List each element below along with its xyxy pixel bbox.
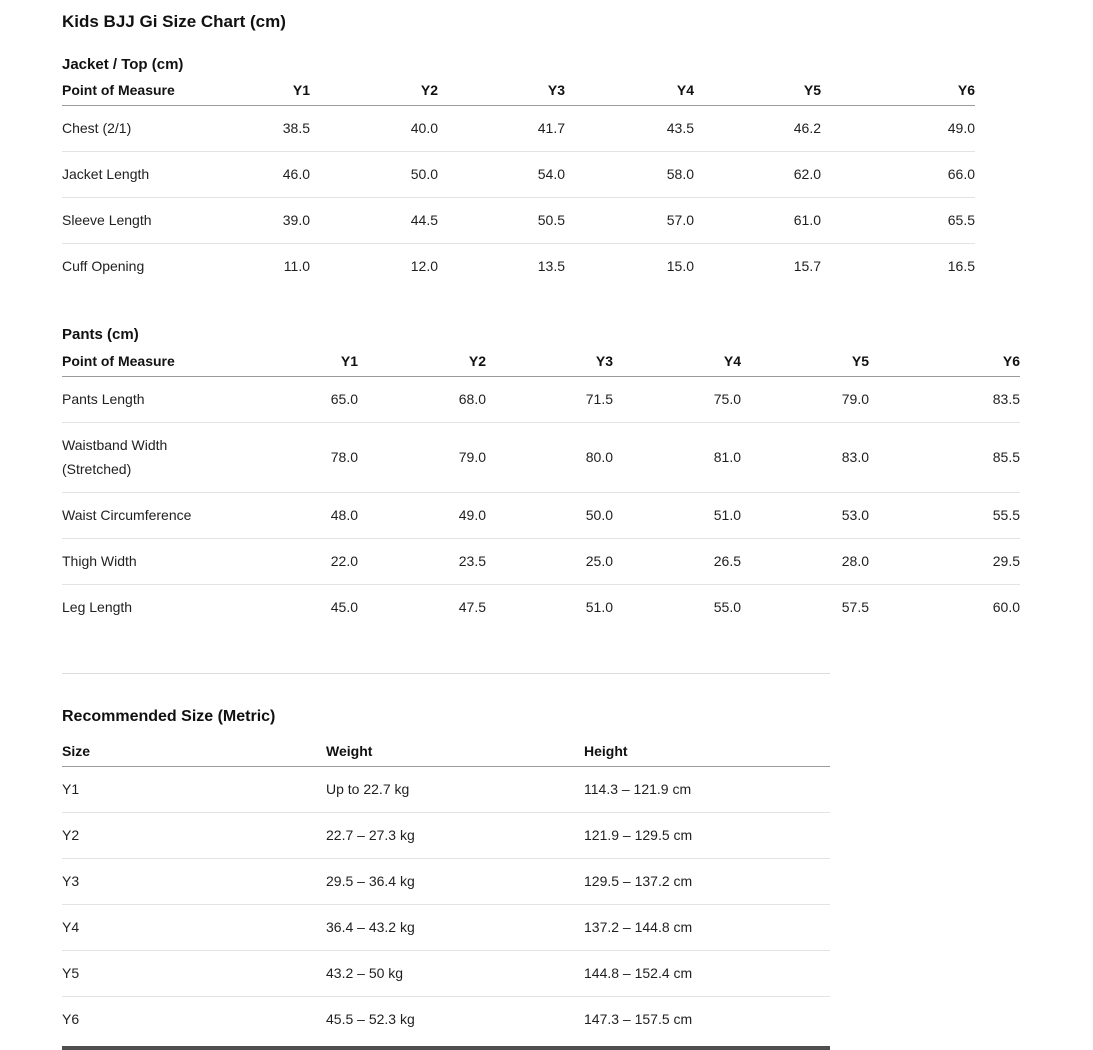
measure-label: Pants Length bbox=[62, 377, 230, 423]
height-cell: 137.2 – 144.8 cm bbox=[584, 905, 830, 951]
measure-value: 43.5 bbox=[565, 106, 694, 152]
pants-table-body bbox=[62, 377, 1020, 631]
size-cell: Y3 bbox=[62, 859, 326, 905]
measure-value: 50.0 bbox=[310, 152, 438, 198]
column-header-size: Y5 bbox=[741, 349, 869, 377]
column-header: Size bbox=[62, 739, 326, 767]
measure-value: 79.0 bbox=[741, 377, 869, 423]
measure-value: 23.5 bbox=[358, 539, 486, 585]
table-row bbox=[62, 198, 975, 244]
column-header-measure: Point of Measure bbox=[62, 78, 192, 106]
measure-value: 26.5 bbox=[613, 539, 741, 585]
table-row bbox=[62, 539, 1020, 585]
measure-value: 15.7 bbox=[793, 258, 821, 274]
column-header: Weight bbox=[326, 739, 584, 767]
measure-value: 51.0 bbox=[613, 493, 741, 539]
column-header-size: Y2 bbox=[358, 349, 486, 377]
table-row bbox=[62, 377, 1020, 423]
height-cell: 144.8 – 152.4 cm bbox=[584, 951, 830, 997]
measure-value: 79.0 bbox=[358, 423, 486, 493]
weight-cell: 45.5 – 52.3 kg bbox=[326, 1011, 415, 1027]
measure-value: 22.0 bbox=[230, 539, 358, 585]
jacket-table-header bbox=[62, 78, 975, 106]
measure-value: 13.5 bbox=[537, 258, 565, 274]
table-row bbox=[62, 106, 975, 152]
measure-value: 25.0 bbox=[486, 539, 613, 585]
jacket-table-body bbox=[62, 106, 975, 290]
size-cell: Y2 bbox=[62, 813, 326, 859]
measure-value: 49.0 bbox=[358, 493, 486, 539]
measure-value: 29.5 bbox=[869, 539, 1020, 585]
size-cell: Y1 bbox=[62, 767, 326, 813]
weight-cell: 29.5 – 36.4 kg bbox=[326, 859, 584, 905]
column-header: Height bbox=[584, 739, 830, 767]
height-cell: 114.3 – 121.9 cm bbox=[584, 767, 830, 813]
measure-value: 80.0 bbox=[486, 423, 613, 493]
column-header-measure: Point of Measure bbox=[62, 349, 230, 377]
measure-value: 65.5 bbox=[821, 198, 975, 244]
measure-value: 58.0 bbox=[565, 152, 694, 198]
jacket-size-table bbox=[62, 78, 975, 289]
measure-label: Thigh Width bbox=[62, 539, 230, 585]
height-cell: 129.5 – 137.2 cm bbox=[584, 859, 830, 905]
measure-value: 15.0 bbox=[666, 258, 694, 274]
weight-cell: 22.7 – 27.3 kg bbox=[326, 813, 584, 859]
measure-value: 46.2 bbox=[694, 106, 821, 152]
measure-label: Chest (2/1) bbox=[62, 106, 192, 152]
recommended-size-table bbox=[62, 739, 830, 1042]
column-header-size: Y2 bbox=[310, 78, 438, 106]
measure-label: Jacket Length bbox=[62, 152, 192, 198]
measure-value: 49.0 bbox=[821, 106, 975, 152]
table-row bbox=[62, 244, 975, 290]
measure-value: 28.0 bbox=[741, 539, 869, 585]
size-cell: Y4 bbox=[62, 905, 326, 951]
column-header-size: Y4 bbox=[613, 349, 741, 377]
measure-value: 68.0 bbox=[358, 377, 486, 423]
measure-value: 62.0 bbox=[694, 152, 821, 198]
cutoff-next-section-edge bbox=[62, 1046, 830, 1050]
measure-value: 75.0 bbox=[613, 377, 741, 423]
measure-value: 51.0 bbox=[585, 599, 613, 615]
measure-label: Leg Length bbox=[62, 599, 133, 615]
height-cell: 147.3 – 157.5 cm bbox=[584, 1011, 693, 1027]
measure-value: 16.5 bbox=[947, 258, 975, 274]
measure-value: 57.5 bbox=[841, 599, 869, 615]
measure-value: 40.0 bbox=[310, 106, 438, 152]
measure-label: Waist Circumference bbox=[62, 493, 230, 539]
measure-value: 11.0 bbox=[283, 258, 310, 274]
jacket-section-heading: Jacket / Top (cm) bbox=[62, 56, 184, 73]
table-row bbox=[62, 813, 830, 859]
measure-value: 48.0 bbox=[230, 493, 358, 539]
pants-size-table bbox=[62, 349, 1020, 630]
measure-value: 81.0 bbox=[613, 423, 741, 493]
measure-value: 39.0 bbox=[192, 198, 310, 244]
measure-value: 83.0 bbox=[741, 423, 869, 493]
measure-value: 41.7 bbox=[438, 106, 565, 152]
measure-value: 78.0 bbox=[230, 423, 358, 493]
measure-label: Sleeve Length bbox=[62, 198, 192, 244]
measure-value: 71.5 bbox=[486, 377, 613, 423]
column-header-size: Y4 bbox=[565, 78, 694, 106]
recommended-table-body bbox=[62, 767, 830, 1043]
measure-value: 46.0 bbox=[192, 152, 310, 198]
size-cell: Y6 bbox=[62, 1011, 80, 1027]
table-row bbox=[62, 585, 1020, 631]
measure-value: 57.0 bbox=[565, 198, 694, 244]
measure-value: 66.0 bbox=[821, 152, 975, 198]
measure-value: 83.5 bbox=[869, 377, 1020, 423]
column-header-size: Y3 bbox=[438, 78, 565, 106]
measure-value: 55.0 bbox=[713, 599, 741, 615]
table-row bbox=[62, 767, 830, 813]
recommended-section-heading: Recommended Size (Metric) bbox=[62, 708, 276, 725]
height-cell: 121.9 – 129.5 cm bbox=[584, 813, 830, 859]
column-header-size: Y3 bbox=[486, 349, 613, 377]
table-row bbox=[62, 423, 1020, 493]
measure-value: 38.5 bbox=[192, 106, 310, 152]
section-divider bbox=[62, 673, 830, 674]
measure-value: 85.5 bbox=[869, 423, 1020, 493]
table-row bbox=[62, 951, 830, 997]
table-row bbox=[62, 997, 830, 1043]
measure-value: 50.5 bbox=[438, 198, 565, 244]
measure-value: 50.0 bbox=[486, 493, 613, 539]
column-header-size: Y6 bbox=[869, 349, 1020, 377]
measure-label: Cuff Opening bbox=[62, 258, 145, 274]
weight-cell: 36.4 – 43.2 kg bbox=[326, 905, 584, 951]
table-row bbox=[62, 905, 830, 951]
measure-label: Waistband Width (Stretched) bbox=[62, 423, 230, 493]
size-cell: Y5 bbox=[62, 951, 326, 997]
column-header-size: Y6 bbox=[821, 78, 975, 106]
weight-cell: 43.2 – 50 kg bbox=[326, 951, 584, 997]
measure-value: 61.0 bbox=[694, 198, 821, 244]
measure-value: 45.0 bbox=[330, 599, 358, 615]
table-row bbox=[62, 859, 830, 905]
measure-value: 12.0 bbox=[410, 258, 438, 274]
measure-value: 65.0 bbox=[230, 377, 358, 423]
recommended-table-header bbox=[62, 739, 830, 767]
column-header-size: Y1 bbox=[192, 78, 310, 106]
weight-cell: Up to 22.7 kg bbox=[326, 767, 584, 813]
measure-value: 47.5 bbox=[458, 599, 486, 615]
column-header-size: Y5 bbox=[694, 78, 821, 106]
column-header-size: Y1 bbox=[230, 349, 358, 377]
measure-value: 44.5 bbox=[310, 198, 438, 244]
measure-value: 53.0 bbox=[741, 493, 869, 539]
measure-value: 54.0 bbox=[438, 152, 565, 198]
measure-value: 60.0 bbox=[992, 599, 1020, 615]
table-row bbox=[62, 493, 1020, 539]
pants-table-header bbox=[62, 349, 1020, 377]
measure-value: 55.5 bbox=[869, 493, 1020, 539]
table-row bbox=[62, 152, 975, 198]
page-title: Kids BJJ Gi Size Chart (cm) bbox=[62, 12, 286, 31]
pants-section-heading: Pants (cm) bbox=[62, 326, 139, 343]
